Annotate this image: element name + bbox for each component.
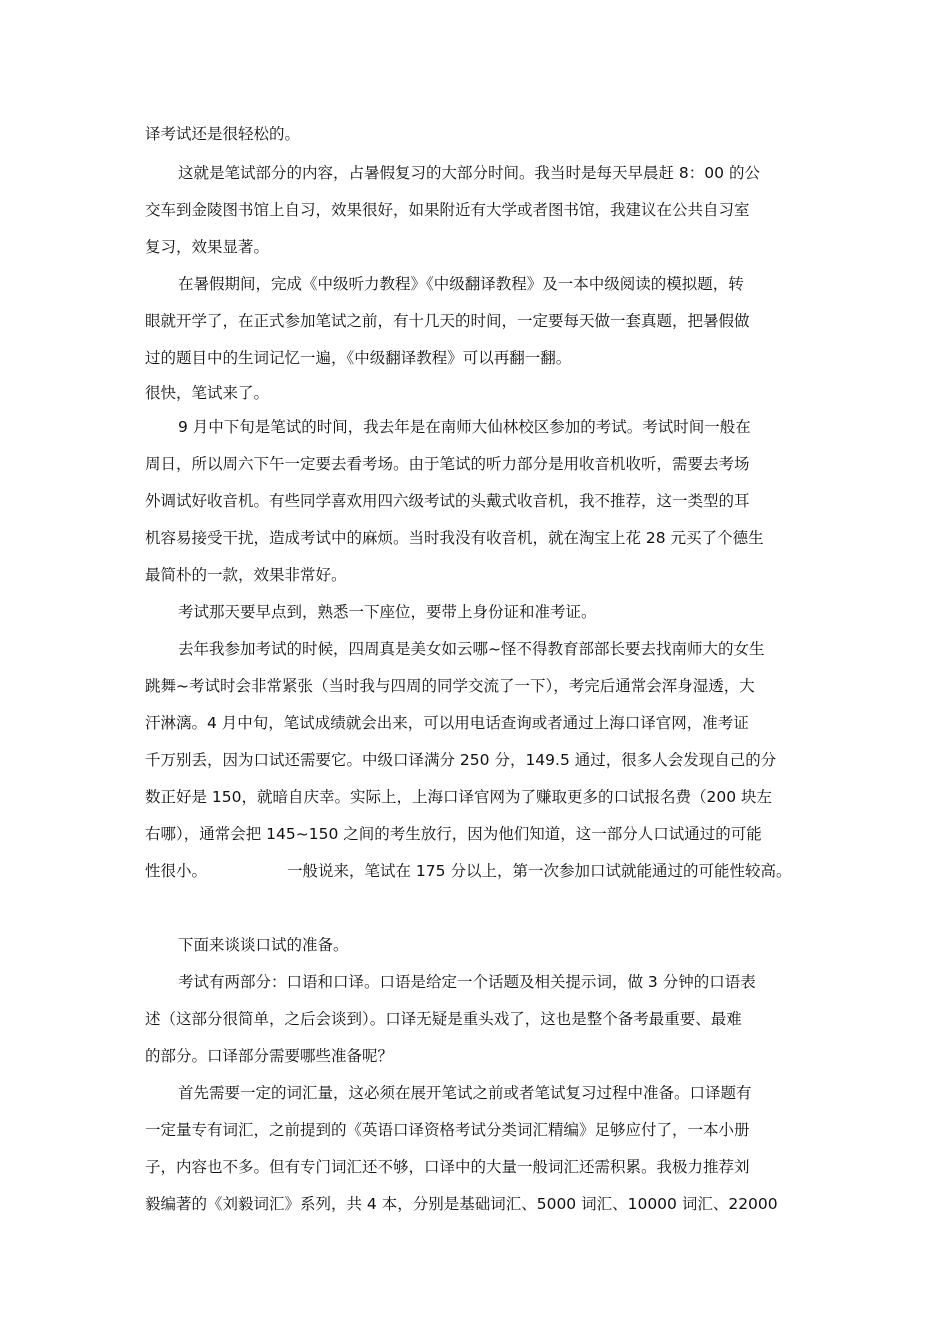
text-line: 千万别丢，因为口试还需要它。中级口译满分 250 分，149.5 通过，很多人会发现自己的分: [145, 751, 777, 769]
paragraph-start: 考试那天要早点到，熟悉一下座位，要带上身份证和准考证。: [178, 603, 597, 621]
text-line: 机容易接受干扰，造成考试中的麻烦。当时我没有收音机，就在淘宝上花 28 元买了个德生: [145, 529, 764, 547]
section-intro: 下面来谈谈口试的准备。: [178, 936, 349, 954]
text-line: 毅编著的《刘毅词汇》系列，共 4 本，分别是基础词汇、5000 词汇、10000 词汇、22000: [145, 1195, 778, 1213]
text-line: 交车到金陵图书馆上自习，效果很好，如果附近有大学或者图书馆，我建议在公共自习室: [145, 201, 750, 219]
paragraph-start: 首先需要一定的词汇量，这必须在展开笔试之前或者笔试复习过程中准备。口译题有: [178, 1084, 752, 1102]
text-line: 很快，笔试来了。: [145, 384, 270, 402]
paragraph-start: 在暑假期间，完成《中级听力教程》《中级翻译教程》及一本中级阅读的模拟题，转: [178, 275, 744, 293]
text-line: 译考试还是很轻松的。: [145, 125, 301, 143]
paragraph-start: 这就是笔试部分的内容，占暑假复习的大部分时间。我当时是每天早晨赶 8：00 的公: [178, 164, 760, 182]
text-line: 右哪），通常会把 145~150 之间的考生放行，因为他们知道，这一部分人口试通过的可能: [145, 825, 762, 843]
text-line: 周日，所以周六下午一定要去看考场。由于笔试的听力部分是用收音机收听，需要去考场: [145, 455, 750, 473]
text-line: 子，内容也不多。但有专门词汇还不够，口译中的大量一般词汇还需积累。我极力推荐刘: [145, 1158, 750, 1176]
paragraph-start: 考试有两部分：口语和口译。口语是给定一个话题及相关提示词，做 3 分钟的口语表: [178, 973, 756, 991]
text-line: 眼就开学了，在正式参加笔试之前，有十几天的时间，一定要每天做一套真题，把暑假做: [145, 312, 750, 330]
text-line: 复习，效果显著。: [145, 238, 270, 256]
paragraph-start: 去年我参加考试的时候，四周真是美女如云哪~怪不得教育部部长要去找南师大的女生: [178, 640, 765, 658]
paragraph-start: 9 月中下旬是笔试的时间，我去年是在南师大仙林校区参加的考试。考试时间一般在: [178, 418, 751, 436]
text-line: 一般说来，笔试在 175 分以上，第一次参加口试就能通过的可能性较高。: [287, 862, 792, 880]
text-line: 述（这部分很简单，之后会谈到）。口译无疑是重头戏了，这也是整个备考最重要、最难: [145, 1010, 742, 1028]
text-line: 的部分。口译部分需要哪些准备呢？: [145, 1047, 394, 1065]
text-line: 跳舞~考试时会非常紧张（当时我与四周的同学交流了一下），考完后通常会浑身湿透，大: [145, 677, 755, 695]
text-line: 外调试好收音机。有些同学喜欢用四六级考试的头戴式收音机，我不推荐，这一类型的耳: [145, 492, 750, 510]
text-line: 汗淋漓。4 月中旬，笔试成绩就会出来，可以用电话查询或者通过上海口译官网，准考证: [145, 714, 749, 732]
text-line: 最简朴的一款，效果非常好。: [145, 566, 347, 584]
text-line: 数正好是 150，就暗自庆幸。实际上，上海口译官网为了赚取更多的口试报名费（200 块左: [145, 788, 773, 806]
text-line: 过的题目中的生词记忆一遍，《中级翻译教程》可以再翻一翻。: [145, 349, 572, 367]
text-line: 性很小。: [145, 862, 208, 880]
text-line: 一定量专有词汇，之前提到的《英语口译资格考试分类词汇精编》足够应付了，一本小册: [145, 1121, 750, 1139]
